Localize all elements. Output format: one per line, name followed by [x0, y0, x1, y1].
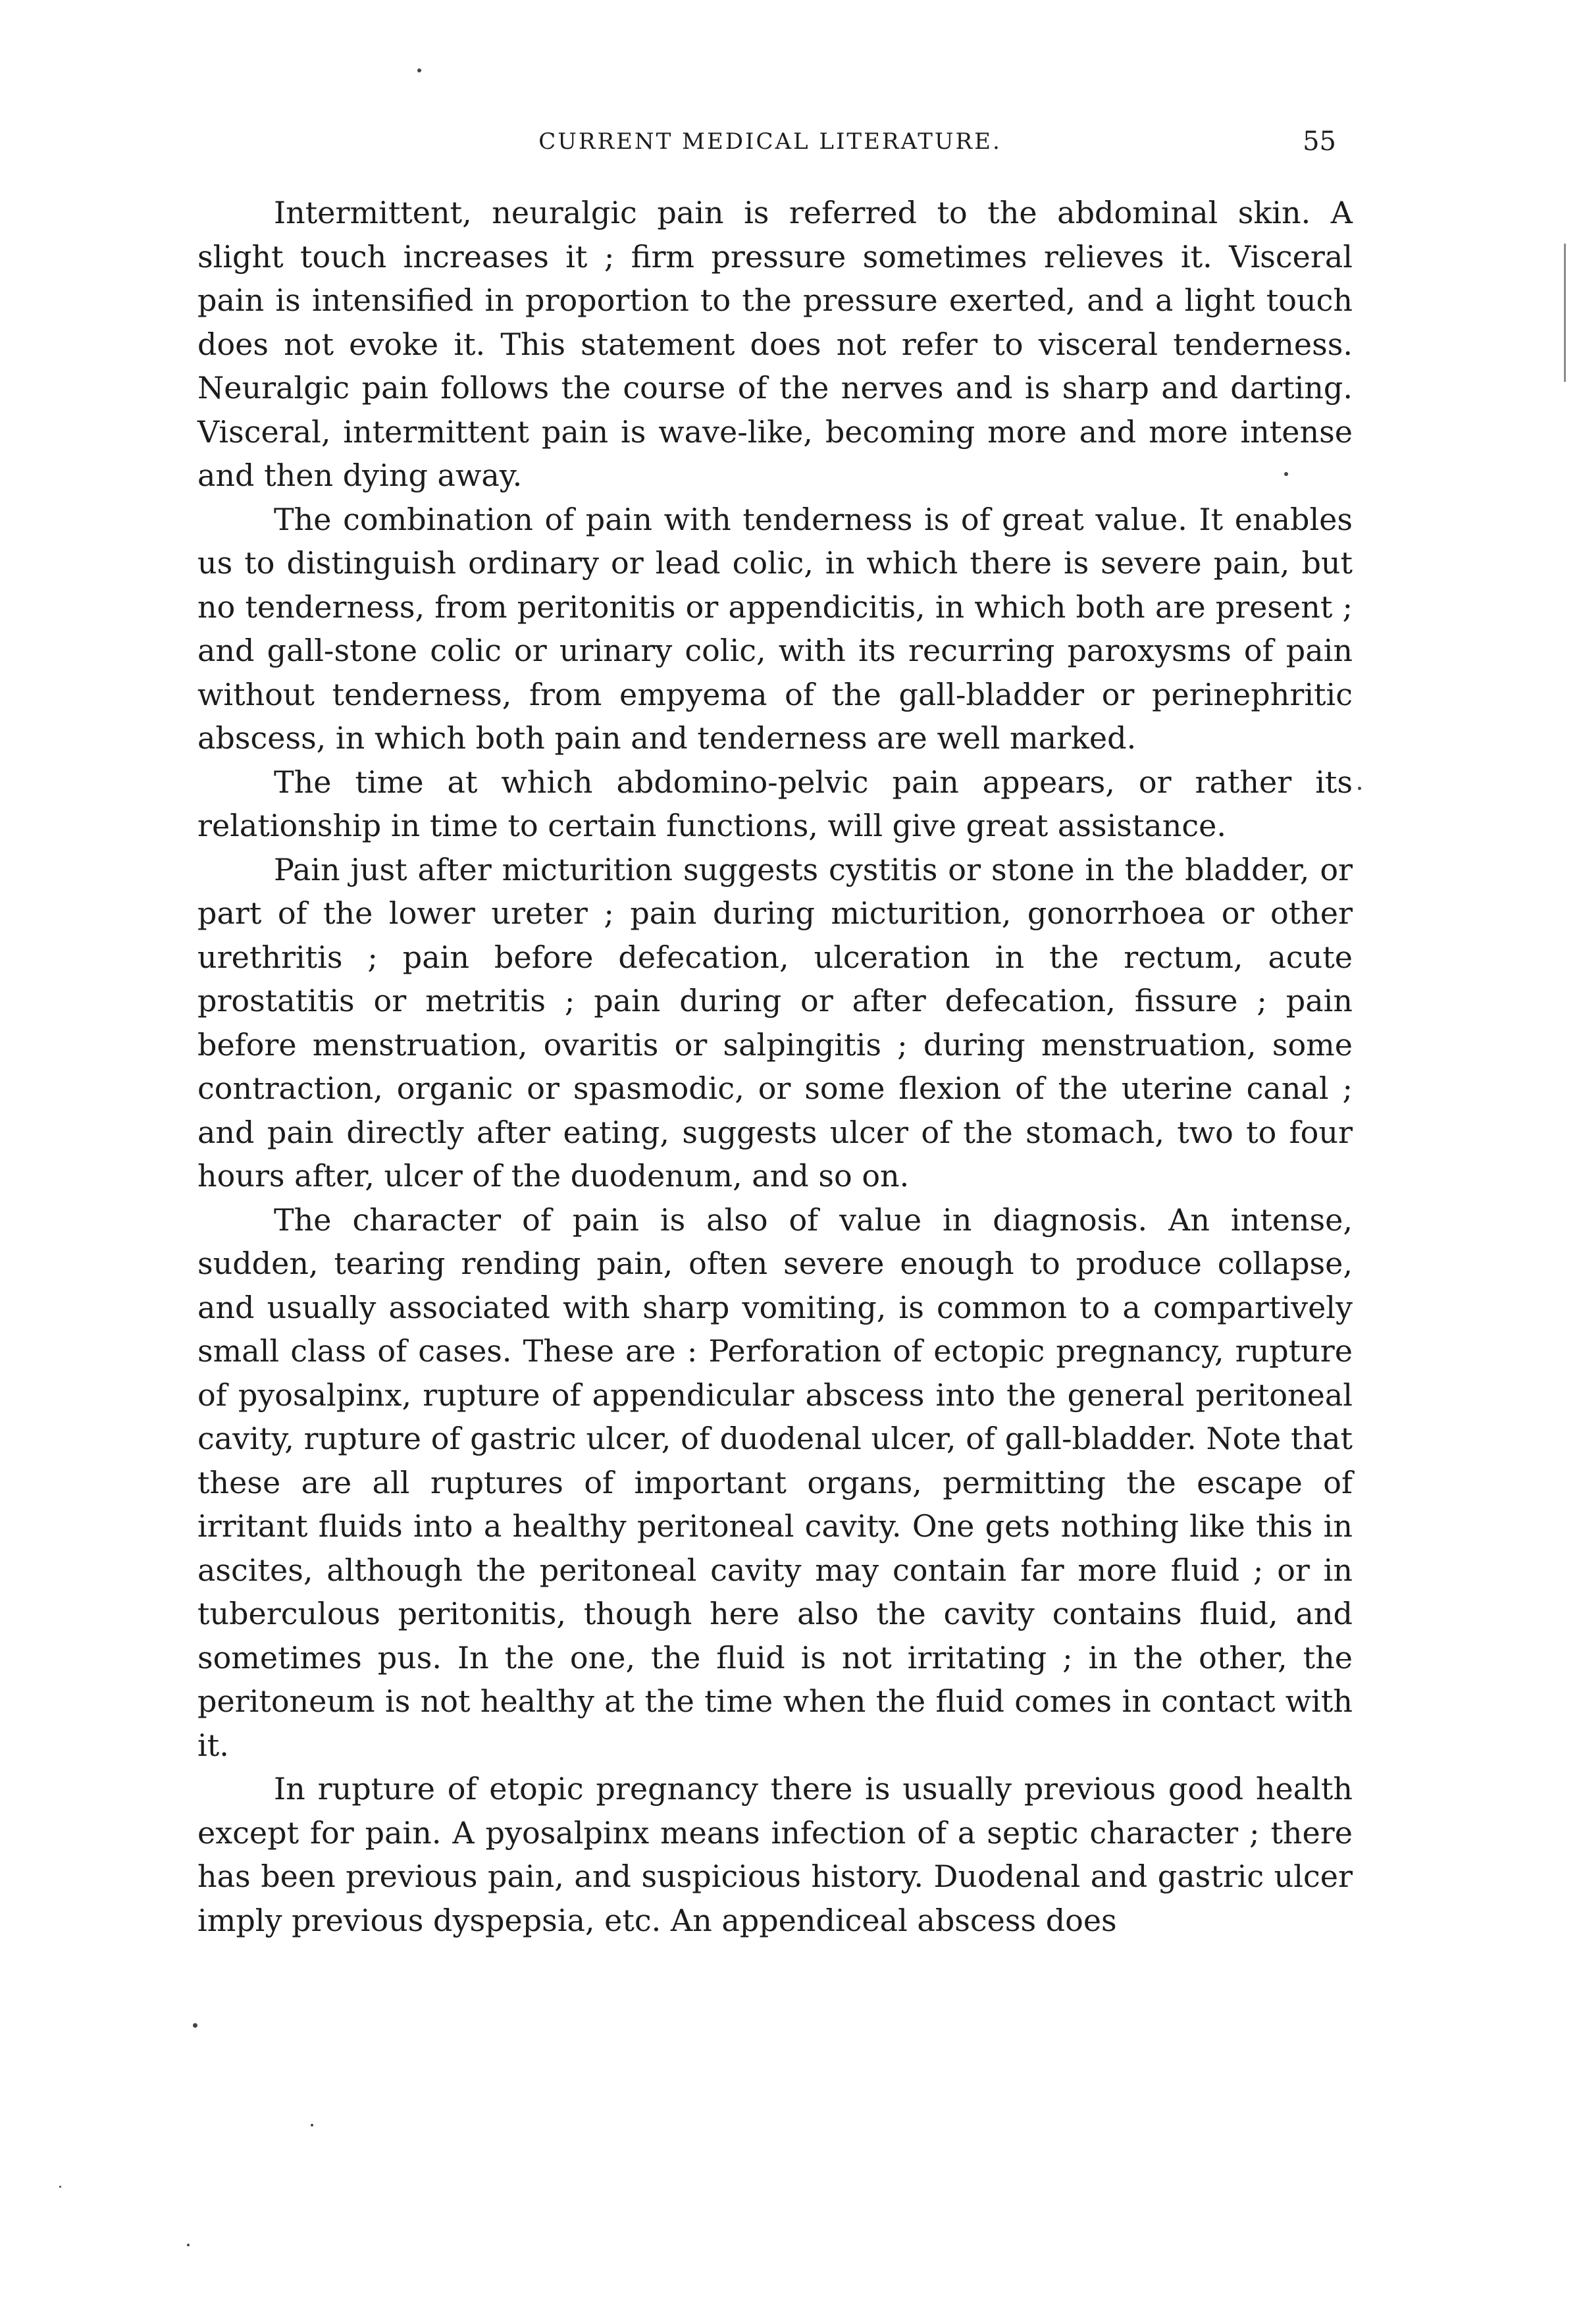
- ink-speck: [1358, 787, 1361, 790]
- ink-speck: [1284, 472, 1288, 476]
- ink-speck: [59, 2186, 61, 2188]
- paragraph-neuralgic-pain: Intermittent, neuralgic pain is referred to the abdominal skin. A slight touch increases it ; firm pressure sometimes relieves it. Visceral pain is intensified in proportion to the pressure exerted, and a light touch does not evoke it. This statement does not refer to visceral tenderness. Neuralgic pain follows the course of the nerves and is sharp and darting. Visceral, intermittent pain is wave-like, becoming more and more intense and then dying away.: [197, 195, 1353, 493]
- ink-speck: [311, 2124, 313, 2126]
- paragraph-character-of-pain: The character of pain is also of value in diagnosis. An intense, sudden, tearing rending pain, often severe enough to produce collapse, and usually associated with sharp vomiting, is common to a compartively small class of cases. These are : Perforation of ectopic pregnancy, rupture of pyosalpinx, rupture of appendicular abscess into the general peritoneal cavity, rupture of gastric ulcer, of duodenal ulcer, of gall-bladder. Note that these are all ruptures of important organs, permitting the escape of irritant fluids into a healthy peritoneal cavity. One gets nothing like this in ascites, although the peritoneal cavity may contain far more fluid ; or in tuberculous peritonitis, though here also the cavity contains fluid, and sometimes pus. In the one, the fluid is not irritating ; in the other, the peritoneum is not healthy at the time when the fluid comes in contact with it.: [197, 1202, 1353, 1763]
- ink-speck: [193, 2023, 197, 2028]
- paragraph-pain-and-functions: Pain just after micturition suggests cystitis or stone in the bladder, or part of the lower ureter ; pain during micturition, gonorrhoea or other urethritis ; pain before defecation, ulceration in the rectum, acute prostatitis or metritis ; pain during or after defecation, fissure ; pain before menstruation, ovaritis or salpingitis ; during menstruation, some contraction, organic or spasmodic, or some flexion of the uterine canal ; and pain directly after eating, suggests ulcer of the stomach, two to four hours after, ulcer of the duodenum, and so on.: [197, 851, 1353, 1194]
- body-text: [197, 191, 1353, 1942]
- margin-rule: [1564, 244, 1566, 382]
- page-header: [204, 122, 1336, 161]
- ink-speck: [187, 2244, 190, 2246]
- paragraph-timing-of-pain: The time at which abdomino-pelvic pain appears, or rather its relationship in time to certain functions, will give great assistance.: [197, 764, 1353, 843]
- ink-speck: [417, 68, 421, 72]
- page-number: 55: [1303, 126, 1336, 157]
- running-head: CURRENT MEDICAL LITERATURE.: [538, 128, 1002, 155]
- paragraph-ectopic-pregnancy: In rupture of etopic pregnancy there is usually previous good health except for pain. A pyosalpinx means infection of a septic character ; there has been previous pain, and suspicious history. Duodenal and gastric ulcer imply previous dyspepsia, etc. An appendiceal abscess does: [197, 1771, 1353, 1938]
- paragraph-pain-with-tenderness: The combination of pain with tenderness is of great value. It enables us to distinguish ordinary or lead colic, in which there is severe pain, but no tenderness, from peritonitis or appendicitis, in which both are present ; and gall-stone colic or urinary colic, with its recurring paroxysms of pain without tenderness, from empyema of the gall-bladder or perinephritic abscess, in which both pain and tenderness are well marked.: [197, 501, 1353, 756]
